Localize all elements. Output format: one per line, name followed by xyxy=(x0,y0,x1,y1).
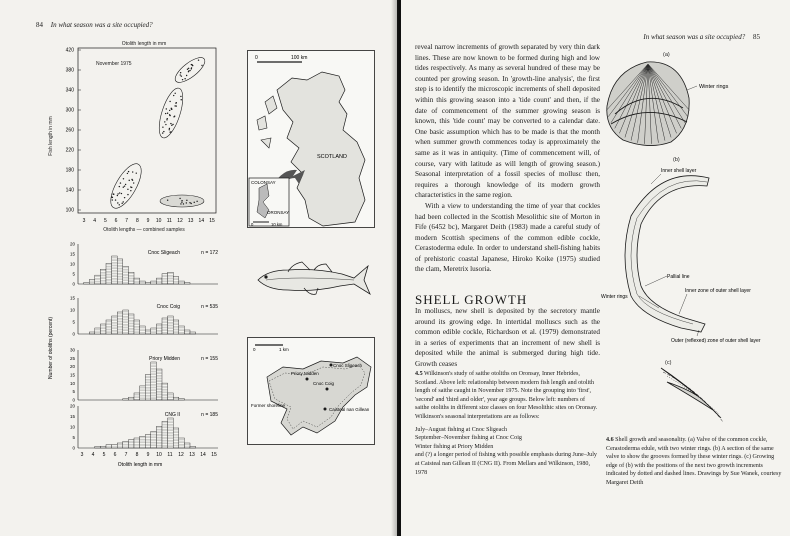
histogram-y-tick: 15 xyxy=(69,372,75,378)
histogram-bar xyxy=(117,259,123,284)
scatter-point xyxy=(123,178,124,179)
scatter-points xyxy=(111,59,203,205)
figure-4-5-caption xyxy=(415,370,599,477)
scatter-point xyxy=(180,72,181,73)
caption-line-2: September–November fishing at Cnoc Coig xyxy=(415,435,522,442)
scatter-y-tick: 380 xyxy=(65,67,74,74)
scatter-point xyxy=(119,186,120,187)
histogram-y-tick: 20 xyxy=(69,403,75,409)
caption-line-1: July–August fishing at Cnoc Sligeach xyxy=(415,426,508,433)
scatter-point xyxy=(164,121,165,122)
histogram-y-tick: 25 xyxy=(69,355,75,361)
scatter-point xyxy=(117,195,118,196)
oronsay-scale-zero: 0 xyxy=(253,347,256,352)
scatter-point xyxy=(169,101,170,102)
histogram-x-tick: 9 xyxy=(146,452,150,458)
scotland-map xyxy=(247,50,375,228)
histogram-bar xyxy=(151,431,157,448)
histogram-y-tick: 20 xyxy=(69,364,75,370)
scatter-point xyxy=(117,202,118,203)
scatter-point xyxy=(198,59,199,60)
scatter-point xyxy=(133,182,134,183)
scatter-point xyxy=(127,189,128,190)
scatter-point xyxy=(129,180,130,181)
scatter-point xyxy=(191,68,192,69)
scatter-point xyxy=(124,197,125,198)
scatter-point xyxy=(189,202,190,203)
scatter-point xyxy=(180,203,181,204)
oronsay-map xyxy=(247,337,375,445)
histogram-bar xyxy=(128,272,134,284)
map-scale-zero: 0 xyxy=(255,55,258,61)
scatter-frame xyxy=(78,48,216,213)
scatter-y-tick: 220 xyxy=(65,147,74,154)
histogram-bar xyxy=(89,280,95,284)
histogram-panel-label: Priory Midden xyxy=(149,356,180,362)
histogram-bar xyxy=(95,275,101,284)
scatter-y-ticks xyxy=(66,48,81,214)
left-page-number: 84 xyxy=(36,21,43,29)
scatter-point xyxy=(131,187,132,188)
scatter-point xyxy=(183,203,184,204)
shell-figure xyxy=(601,46,783,426)
histogram-panel xyxy=(70,242,218,287)
histogram-y-tick: 0 xyxy=(72,397,75,403)
inset-scale-label: 10 km xyxy=(271,222,283,227)
histogram-bar xyxy=(140,436,146,448)
histogram-y-tick: 10 xyxy=(69,261,75,267)
scatter-point xyxy=(117,193,118,194)
scatter-point xyxy=(115,199,116,200)
scatter-point xyxy=(165,124,166,125)
body-paragraph-3: In molluscs, new shell is deposited by the secretory mantle around its growing edge. In intertidal molluscs such as the common edible cockle, Richardson et al. (1979) demonstrated in a series of experiments that an increment of new shell is deposited while the animal is submerged during high tide. Growth ceases xyxy=(415,307,600,368)
scatter-y-tick: 100 xyxy=(65,207,74,214)
label-outer-zone: Outer (reflexed) zone of outer shell layer xyxy=(671,338,761,344)
histogram-bar xyxy=(140,386,146,400)
scatter-y-tick: 180 xyxy=(65,167,74,174)
scatter-x-tick: 12 xyxy=(177,218,183,224)
scatter-point xyxy=(167,113,168,114)
label-inner-shell-layer: Inner shell layer xyxy=(661,168,697,174)
histogram-y-tick: 15 xyxy=(69,414,75,419)
scatter-point xyxy=(167,200,168,201)
label-pallial-line: Pallial line xyxy=(667,274,690,280)
histogram-x-tick: 10 xyxy=(156,452,162,458)
scatter-point xyxy=(170,131,171,132)
histogram-panel xyxy=(70,404,218,451)
histogram-x-tick: 3 xyxy=(80,452,84,458)
right-page xyxy=(401,0,790,536)
scatter-x-tick: 13 xyxy=(187,218,194,224)
histogram-bar xyxy=(84,283,90,284)
inset-scale-zero: 0 xyxy=(251,222,254,227)
map-scale-label: 100 km xyxy=(291,55,308,61)
former-shoreline-label: Former shoreline xyxy=(251,403,286,408)
label-c: (c) xyxy=(665,360,672,366)
histogram-bar xyxy=(145,283,151,284)
histogram-bar xyxy=(123,310,129,334)
histogram-bar xyxy=(140,326,146,334)
scatter-date-label: November 1975 xyxy=(96,61,132,67)
histogram-y-tick: 10 xyxy=(69,380,75,386)
scatter-point xyxy=(167,118,168,119)
histogram-bar xyxy=(184,443,190,448)
histogram-bar xyxy=(145,435,151,448)
right-running-head xyxy=(643,33,760,41)
right-page-number: 85 xyxy=(753,33,760,41)
histogram-bar xyxy=(145,330,151,334)
scatter-point xyxy=(128,171,129,172)
scatter-plot xyxy=(44,36,224,234)
scatter-point xyxy=(194,202,195,203)
histogram-bar xyxy=(100,269,106,284)
histogram-bar xyxy=(190,332,196,334)
histogram-y-tick: 5 xyxy=(72,319,75,325)
scatter-point xyxy=(184,78,185,79)
scatter-point xyxy=(182,79,183,80)
scatter-x-ticks xyxy=(83,218,215,224)
histogram-x-tick: 6 xyxy=(113,452,117,458)
figure-4-5-text: Wilkinson's study of saithe otoliths on Oronsay, Inner Hebrides, Scotland. Above left: relationship between modern fish length and otolith length of saithe caught in November 1975. Note the grouping into 'first', 'second' and 'third and older', year age groups. Below left: numbers of saithe otoliths in different size classes on four Mesolithic sites on Oronsay. Wilkinson's seasonal interpretations are as follows: xyxy=(415,371,598,420)
scatter-y-label: Fish length in mm xyxy=(48,116,54,156)
site-cnoc-coig: Cnoc Coig xyxy=(313,381,335,386)
scatter-point xyxy=(187,69,188,70)
scatter-point xyxy=(174,93,175,94)
scatter-figure xyxy=(44,36,224,234)
figure-4-6-caption xyxy=(606,436,782,488)
scatter-point xyxy=(188,68,189,69)
scatter-point xyxy=(172,124,173,125)
scatter-x-tick: 8 xyxy=(135,218,139,224)
caption-line-4: and (?) a longer period of fishing with possible emphasis during June–July at Caisteal nan Gillean II (CNG II). From Mellars and Wilkinson, 1980, 1978 xyxy=(415,452,597,476)
histogram-x-tick: 15 xyxy=(211,452,217,458)
histogram-panel-n: n = 155 xyxy=(201,356,218,362)
histogram-bar xyxy=(168,316,174,334)
scatter-point xyxy=(112,199,113,200)
histogram-panel-n: n = 185 xyxy=(201,412,218,418)
histogram-bar xyxy=(134,393,140,400)
scatter-point xyxy=(181,99,182,100)
label-a: (a) xyxy=(663,52,670,58)
histogram-y-tick: 15 xyxy=(69,251,75,257)
scatter-point xyxy=(130,190,131,191)
scatter-point xyxy=(166,108,167,109)
histogram-bar xyxy=(179,326,185,334)
site-caisteal-nan-gillean: Caisteal nan Gillean xyxy=(329,407,370,412)
shell-section xyxy=(625,176,709,332)
histogram-y-tick: 5 xyxy=(72,389,75,395)
histogram-y-tick: 0 xyxy=(72,281,75,287)
histogram-y-tick: 30 xyxy=(69,347,75,353)
histogram-x-tick: 11 xyxy=(167,452,173,458)
left-running-head-text: In what season was a site occupied? xyxy=(50,21,153,29)
oronsay-scale-label: 1 km xyxy=(279,347,289,352)
scatter-x-label: Otolith lengths — combined samples xyxy=(103,227,185,233)
histogram-y-tick: 15 xyxy=(69,295,75,301)
scatter-point xyxy=(132,171,133,172)
scatter-y-tick: 300 xyxy=(65,107,74,114)
scatter-x-tick: 3 xyxy=(82,218,86,224)
histogram-x-label: Otolith length in mm xyxy=(117,462,163,468)
histogram-bar xyxy=(123,399,129,400)
scatter-x-tick: 7 xyxy=(125,218,129,224)
saithe-fish xyxy=(254,258,372,300)
histogram-x-tick: 8 xyxy=(135,452,139,458)
scatter-point xyxy=(180,74,181,75)
scatter-point xyxy=(163,131,164,132)
scatter-top-label: Otolith length in mm xyxy=(121,41,167,47)
histogram-y-tick: 10 xyxy=(69,307,75,313)
histogram-panel-label: CNG II xyxy=(164,412,180,418)
scatter-y-tick: 340 xyxy=(65,87,74,94)
site-cnoc-sligeach: Cnoc Sligeach xyxy=(333,363,363,368)
scatter-point xyxy=(186,75,187,76)
scatter-point xyxy=(112,197,113,198)
cockle-valve xyxy=(607,62,689,146)
scatter-x-tick: 6 xyxy=(114,218,118,224)
histogram-bar xyxy=(184,330,190,334)
scatter-point xyxy=(192,65,193,66)
scatter-point xyxy=(171,109,172,110)
body-paragraph-1: reveal narrow increments of growth separated by very thin dark lines. These are now known to be formed during high and low tides respectively. As many as several hundred of these may be counted per growing season. In 'growth-line analysis', the first step is to identify the microscopic increments of shell deposited within this growing season into a 'tide count' and then, if the date of commencement of the summer growing season is known, this 'tide count' may be converted to a calendar date. One basic assumption which has to be made is that the month when summer growth commences today is approximately the same as it was in antiquity. (Time of commencement will, of course, vary with latitude as will length of growing season.) Seasonal interpretation of a fossil species of mollusc then, requires a thorough knowledge of its modern growth characteristics in the same region. xyxy=(415,43,600,200)
histogram-bar xyxy=(112,445,118,448)
histogram-panel-label: Cnoc Sligeach xyxy=(147,250,180,256)
histogram-y-tick: 5 xyxy=(72,271,75,277)
scatter-point xyxy=(123,187,124,188)
scatter-point xyxy=(136,172,137,173)
scatter-point xyxy=(201,65,202,66)
scatter-x-tick: 5 xyxy=(103,218,107,224)
saithe-fish-svg xyxy=(254,258,372,300)
histogram-bar xyxy=(173,320,179,334)
figure-4-5-number: 4.5 xyxy=(415,371,423,377)
scatter-point xyxy=(169,110,170,111)
shell-figure-svg xyxy=(601,46,783,426)
scatter-point xyxy=(119,204,120,205)
scatter-point xyxy=(169,128,170,129)
scatter-point xyxy=(190,203,191,204)
scatter-point xyxy=(124,185,125,186)
scatter-y-tick: 420 xyxy=(65,47,74,54)
histogram-panel xyxy=(70,296,218,337)
histogram-stack xyxy=(44,238,229,468)
scatter-point xyxy=(162,132,163,133)
scatter-point xyxy=(176,105,177,106)
histogram-bar xyxy=(184,283,190,284)
scatter-x-tick: 14 xyxy=(198,218,205,224)
label-inner-zone: Inner zone of outer shell layer xyxy=(685,288,751,294)
site-priory-midden: Priory Midden xyxy=(291,371,319,376)
label-winter-rings-mid: Winter rings xyxy=(601,294,628,300)
histogram-bar xyxy=(89,332,95,334)
scatter-point xyxy=(181,200,182,201)
scatter-point xyxy=(119,192,120,193)
scatter-point xyxy=(169,114,170,115)
histogram-bar xyxy=(134,278,140,284)
scatter-y-tick: 260 xyxy=(65,127,74,134)
inset-map xyxy=(249,178,289,226)
scatter-point xyxy=(165,113,166,114)
histogram-x-tick: 14 xyxy=(200,452,206,458)
scatter-point xyxy=(188,71,189,72)
histogram-panel-n: n = 172 xyxy=(201,250,218,256)
histogram-bar xyxy=(179,399,185,400)
histogram-x-tick: 13 xyxy=(189,452,195,458)
scatter-point xyxy=(120,182,121,183)
scatter-x-tick: 15 xyxy=(209,218,215,224)
histogram-y-tick: 5 xyxy=(72,435,75,440)
scatter-x-tick: 9 xyxy=(146,218,150,224)
section-heading: SHELL GROWTH xyxy=(415,292,528,307)
figure-4-6-text: Shell growth and seasonality. (a) Valve of the common cockle, Cerastoderma edule, with two winter rings. (b) A section of the same valve to show the grooves formed by these winter rings. (c) Growing edge of (b) with the positions of the next two growth increments indicated by dotted and dashed lines. Drawings by Sue Wanek, courtesy Margaret Deith xyxy=(606,437,782,486)
histogram-bar xyxy=(106,445,112,448)
scatter-point xyxy=(196,201,197,202)
body-paragraph-2: With a view to understanding the time of year that cockles had been collected in the Scottish Mesolithic site of Morton in Fife (6452 bc), Margaret Deith (1983) made a careful study of modern Scottish specimens of the common edible cockle, Cerastoderma edule. In order to understand shell-fishing habits of prehistoric coastal Japanese, Hiroko Koike (1975) studied the clam, Meretrix lusoria. xyxy=(415,201,600,274)
figure-4-6-number: 4.6 xyxy=(606,437,614,443)
oronsay-map-svg xyxy=(247,337,375,445)
histogram-x-tick: 7 xyxy=(124,452,128,458)
histogram-panel xyxy=(70,348,218,403)
histogram-y-tick: 20 xyxy=(69,241,75,247)
scatter-point xyxy=(166,119,167,120)
scatter-point xyxy=(171,125,172,126)
histogram-x-tick: 4 xyxy=(91,452,95,458)
age-group-1-ellipse xyxy=(105,159,147,212)
scatter-point xyxy=(113,193,114,194)
histogram-figure xyxy=(44,238,229,468)
histogram-bar xyxy=(162,421,168,448)
histogram-x-tick: 12 xyxy=(178,452,184,458)
scatter-point xyxy=(181,202,182,203)
right-running-head-text: In what season was a site occupied? xyxy=(643,33,746,41)
histogram-bar xyxy=(117,443,123,448)
scatter-point xyxy=(125,184,126,185)
histogram-panel-label: Cnoc Coig xyxy=(156,304,180,310)
scatter-point xyxy=(174,116,175,117)
body-text-1 xyxy=(415,42,600,275)
scatter-point xyxy=(179,198,180,199)
scatter-point xyxy=(121,203,122,204)
inset-label-colonsay: COLONSAY xyxy=(251,180,276,185)
scatter-point xyxy=(181,75,182,76)
histogram-x-tick: 5 xyxy=(102,452,106,458)
scatter-point xyxy=(186,202,187,203)
histogram-bar xyxy=(123,441,129,448)
left-running-head xyxy=(36,21,153,29)
scatter-point xyxy=(189,70,190,71)
scatter-x-tick: 11 xyxy=(166,218,172,224)
scatter-point xyxy=(169,129,170,130)
scatter-point xyxy=(127,173,128,174)
scatter-point xyxy=(173,95,174,96)
scatter-point xyxy=(180,96,181,97)
histogram-bar xyxy=(134,320,140,334)
scatter-y-tick: 140 xyxy=(65,187,74,194)
histogram-y-tick: 0 xyxy=(72,331,75,337)
histogram-bar xyxy=(168,272,174,284)
histogram-bar xyxy=(128,440,134,448)
scatter-point xyxy=(131,179,132,180)
histogram-bar xyxy=(168,393,174,400)
histogram-panels xyxy=(70,242,218,451)
label-winter-rings-top: Winter rings xyxy=(699,84,729,90)
scatter-point xyxy=(175,102,176,103)
scatter-point xyxy=(186,200,187,201)
histogram-y-tick: 10 xyxy=(69,424,75,430)
histogram-panel-n: n = 535 xyxy=(201,304,218,310)
histogram-y-label: Number of otoliths (percent) xyxy=(48,317,54,379)
histogram-bar xyxy=(156,426,162,448)
scatter-point xyxy=(121,193,122,194)
scatter-point xyxy=(123,201,124,202)
histogram-bar xyxy=(156,278,162,284)
scatter-point xyxy=(162,127,163,128)
caption-line-3: Winter fishing at Priory Midden xyxy=(415,443,494,450)
histogram-bar xyxy=(112,316,118,334)
scotland-map-svg xyxy=(247,50,375,228)
body-text-2 xyxy=(415,306,600,370)
histogram-x-ticks xyxy=(81,452,217,458)
label-b: (b) xyxy=(673,157,680,163)
inset-label-oronsay: ORONSAY xyxy=(267,210,290,215)
scatter-x-tick: 10 xyxy=(155,218,162,224)
map-region-label: SCOTLAND xyxy=(317,154,347,160)
histogram-y-tick: 0 xyxy=(72,445,75,451)
histogram-bar xyxy=(106,320,112,334)
scatter-x-tick: 4 xyxy=(93,218,97,224)
histogram-bar xyxy=(123,266,129,284)
scatter-point xyxy=(127,194,128,195)
scatter-point xyxy=(170,123,171,124)
